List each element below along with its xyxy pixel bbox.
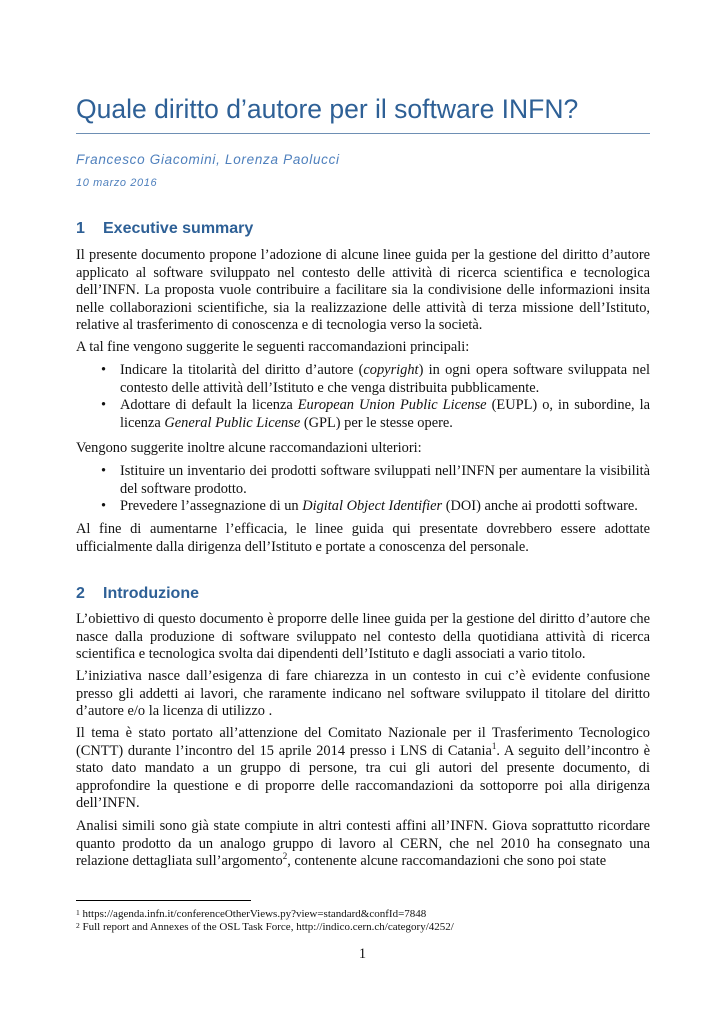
title-divider: [76, 133, 650, 134]
paragraph: Vengono suggerite inoltre alcune raccomandazioni ulteriori:: [76, 440, 422, 456]
list-item: • Istituire un inventario dei prodotti software sviluppati nell’INFN per aumentare la visibilità del software prodotto.: [101, 463, 650, 497]
further-recommendations-list: [76, 463, 650, 516]
paragraph: Al fine di aumentarne l’efficacia, le linee guida qui presentate dovrebbero essere adottate ufficialmente dalla dirigenza dell’Istituto e portate a conoscenza del personale.: [76, 521, 650, 555]
paragraph: Il tema è stato portato all’attenzione del Comitato Nazionale per il Trasferimento Tecnologico (CNTT) durante l’incontro del 15 aprile 2014 presso i LNS di Catania$^1$. A seguito dell’incontro è stato dato mandato a un gruppo di persone, tra cui gli autori del presente documento, di approfondire la questione e di proporre delle raccomandazioni da sottoporre poi alla dirigenza dell’INFN.: [76, 725, 650, 812]
section-number: 2: [76, 585, 85, 602]
document-title: Quale diritto d’autore per il software INFN?: [76, 94, 579, 124]
list-item: • Adottare di default la licenza European Union Public License (EUPL) o, in subordine, la licenza General Public License (GPL) per le stesse opere.: [101, 397, 651, 431]
footnote-ref: 1: [491, 740, 497, 751]
page-number: 1: [358, 946, 367, 962]
main-recommendations-list: [76, 362, 650, 432]
section-heading-introduzione: [76, 585, 199, 603]
section-title: Executive summary: [103, 220, 254, 237]
paragraph: Il presente documento propone l’adozione di alcune linee guida per la gestione del diritto d’autore applicato al software sviluppato nel contesto delle attività di ricerca scientifica e tecnologica dell’INFN. La proposta vuole contribuire a facilitare sia la condivisione delle informazioni insita nelle collaborazioni scientifiche, sia la realizzazione delle attività di terza missione dell’Istituto, relative al trasferimento di conoscenza e di tecnologia verso la società.: [76, 247, 650, 334]
footnote-divider: [76, 900, 251, 901]
paragraph: L’iniziativa nasce dall’esigenza di fare chiarezza in un contesto in cui c’è evidente confusione presso gli addetti ai lavori, che raramente indicano nel software sviluppato il titolare del diritto d’autore e/o la licenza di utilizzo .: [76, 668, 650, 720]
list-item: • Prevedere l’assegnazione di un Digital Object Identifier (DOI) anche ai prodotti software.: [101, 498, 638, 515]
document-date: 10 marzo 2016: [76, 177, 158, 189]
bullet-icon: •: [101, 397, 107, 414]
list-item: • Indicare la titolarità del diritto d’autore (copyright) in ogni opera software sviluppata nel contesto delle attività dell’Istituto e che venga distribuita pubblicamente.: [101, 362, 650, 396]
footnote: $^2$ Full report and Annexes of the OSL Task Force, http://indico.cern.ch/category/4252/: [76, 921, 454, 933]
section-heading-executive-summary: [76, 220, 253, 238]
paragraph: A tal fine vengono suggerite le seguenti raccomandazioni principali:: [76, 339, 470, 355]
section-title: Introduzione: [103, 585, 199, 602]
footnote: $^1$ https://agenda.infn.it/conferenceOtherViews.py?view=standard&confId=7848: [76, 908, 427, 920]
footnote-ref: 2: [282, 851, 288, 862]
document-authors: Francesco Giacomini, Lorenza Paolucci: [76, 152, 340, 167]
bullet-icon: •: [101, 498, 107, 515]
section-number: 1: [76, 220, 85, 237]
paragraph: L’obiettivo di questo documento è proporre delle linee guida per la gestione del diritto d’autore che nasce dalla produzione di software sviluppato nel contesto della quotidiana attività di ricerca scientifica e tecnologica svolta dai dipendenti dell’Istituto e dagli associati a vario titolo.: [76, 611, 650, 663]
bullet-icon: •: [101, 463, 107, 479]
bullet-icon: •: [101, 362, 107, 378]
paragraph: Analisi simili sono già state compiute in altri contesti affini all’INFN. Giova soprattutto ricordare quanto prodotto da un analogo gruppo di lavoro al CERN, che nel 2010 ha consegnato una relazione dettagliata sull’argomento$^2$, contenente alcune raccomandazioni che sono poi state: [76, 818, 650, 870]
